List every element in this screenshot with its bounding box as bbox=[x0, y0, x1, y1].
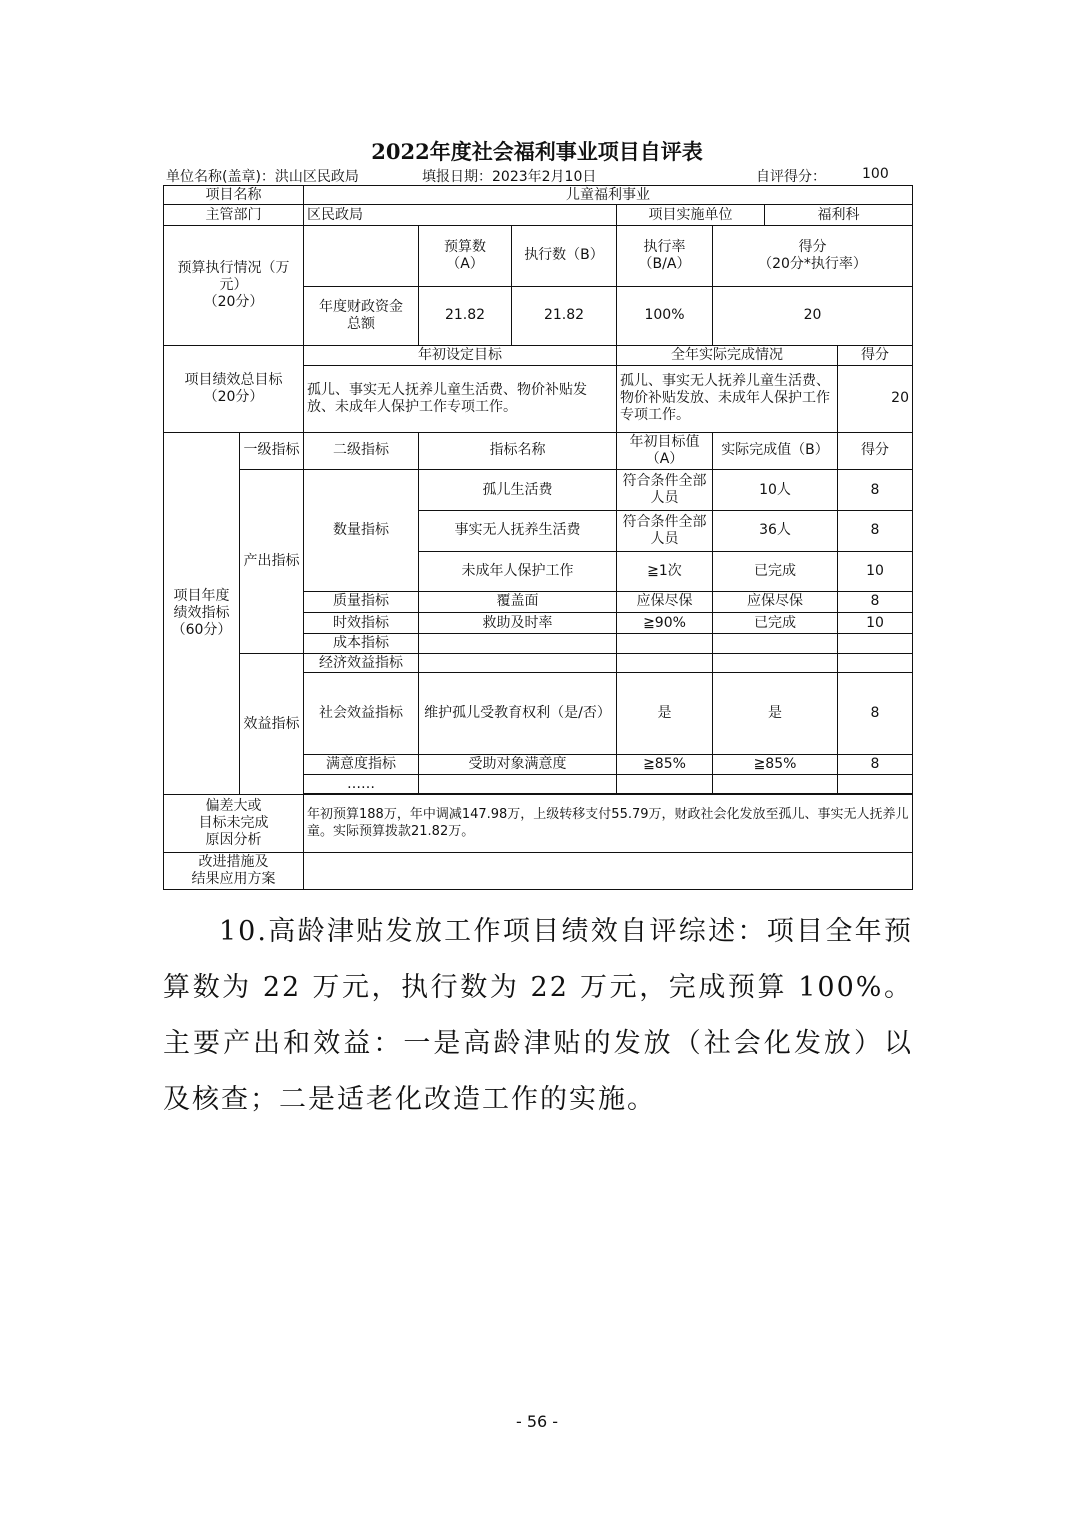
indicator-section-label: 项目年度 绩效指标 （60分） bbox=[164, 432, 240, 794]
project-name-label: 项目名称 bbox=[164, 186, 304, 205]
goal-actual-text: 孤儿、事实无人抚养儿童生活费、物价补贴发放、未成年人保护工作专项工作。 bbox=[617, 366, 838, 432]
ellipsis-row: …… bbox=[304, 775, 419, 794]
output-indicator-label: 产出指标 bbox=[240, 469, 304, 653]
social-indicator-label: 社会效益指标 bbox=[304, 673, 419, 755]
indicator-score: 10 bbox=[838, 612, 913, 633]
impl-unit-value: 福利科 bbox=[765, 205, 913, 226]
indicator-actual: 已完成 bbox=[713, 551, 838, 591]
effect-indicator-label: 效益指标 bbox=[240, 654, 304, 795]
indicator-name: 覆盖面 bbox=[419, 591, 617, 612]
budget-section-label: 预算执行情况（万元） （20分） bbox=[164, 226, 304, 346]
budget-score-value: 20 bbox=[713, 286, 913, 345]
goal-score: 20 bbox=[838, 366, 913, 432]
indicator-score: 8 bbox=[838, 469, 913, 510]
indicator-score: 8 bbox=[838, 511, 913, 551]
goal-header-score: 得分 bbox=[838, 346, 913, 366]
page-number: - 56 - bbox=[515, 1412, 559, 1431]
indicator-target: 符合条件全部人员 bbox=[617, 469, 713, 510]
exec-value: 21.82 bbox=[512, 286, 617, 345]
indicator-score: 8 bbox=[838, 591, 913, 612]
dept-value: 区民政局 bbox=[304, 205, 617, 226]
goal-header-actual: 全年实际完成情况 bbox=[617, 346, 838, 366]
indicator-target: 符合条件全部人员 bbox=[617, 511, 713, 551]
economic-indicator-label: 经济效益指标 bbox=[304, 654, 419, 673]
form-title: 2022年度社会福利事业项目自评表 bbox=[371, 139, 703, 164]
header-indicator-name: 指标名称 bbox=[419, 432, 617, 469]
indicator-score: 8 bbox=[838, 754, 913, 774]
indicator-name: 受助对象满意度 bbox=[419, 754, 617, 774]
indicator-actual: ≧85% bbox=[713, 754, 838, 774]
header-target-value: 年初目标值 （A） bbox=[617, 432, 713, 469]
narrative-paragraph: 10.高龄津贴发放工作项目绩效自评综述：项目全年预算数为 22 万元，执行数为 22 万元，完成预算 100%。主要产出和效益：一是高龄津贴的发放（社会化发放）以及核查；二是适老化改造工作的实施。 bbox=[163, 916, 913, 1115]
indicator-score: 8 bbox=[838, 673, 913, 755]
project-name-value: 儿童福利事业 bbox=[304, 186, 913, 205]
goal-target-text: 孤儿、事实无人抚养儿童生活费、物价补贴发放、未成年人保护工作专项工作。 bbox=[304, 366, 617, 432]
budget-header-score: 得分 （20分*执行率） bbox=[713, 226, 913, 286]
indicator-actual: 10人 bbox=[713, 469, 838, 510]
budget-header-b: 执行数（B） bbox=[512, 226, 617, 286]
goal-header-target: 年初设定目标 bbox=[304, 346, 617, 366]
deviation-text: 年初预算188万，年中调减147.98万，上级转移支付55.79万，财政社会化发放至孤儿、事实无人抚养儿童。实际预算拨款21.82万。 bbox=[304, 795, 913, 852]
header-score: 得分 bbox=[838, 432, 913, 469]
indicator-name: 救助及时率 bbox=[419, 612, 617, 633]
narrative-section bbox=[163, 904, 913, 1128]
indicator-target: 应保尽保 bbox=[617, 591, 713, 612]
indicator-score: 10 bbox=[838, 551, 913, 591]
budget-blank-cell bbox=[304, 226, 419, 286]
unit-name: 单位名称(盖章)：洪山区民政局 bbox=[166, 169, 359, 185]
indicator-name: 维护孤儿受教育权利（是/否） bbox=[419, 673, 617, 755]
goal-section-label: 项目绩效总目标 （20分） bbox=[164, 346, 304, 433]
dept-label: 主管部门 bbox=[164, 205, 304, 226]
indicator-target: 是 bbox=[617, 673, 713, 755]
deviation-label: 偏差大或 目标未完成 原因分析 bbox=[164, 795, 304, 852]
header-actual-value: 实际完成值（B） bbox=[713, 432, 838, 469]
indicator-target: ≧85% bbox=[617, 754, 713, 774]
indicator-actual: 36人 bbox=[713, 511, 838, 551]
indicator-name: 事实无人抚养生活费 bbox=[419, 511, 617, 551]
quantity-indicator-label: 数量指标 bbox=[304, 469, 419, 591]
budget-value: 21.82 bbox=[419, 286, 512, 345]
cost-indicator-label: 成本指标 bbox=[304, 634, 419, 654]
timeliness-indicator-label: 时效指标 bbox=[304, 612, 419, 633]
self-score-label: 自评得分： bbox=[756, 169, 826, 185]
improvement-text bbox=[304, 852, 913, 889]
fill-date: 填报日期：2023年2月10日 bbox=[422, 169, 597, 185]
self-score-value: 100 bbox=[862, 166, 889, 182]
impl-unit-label: 项目实施单位 bbox=[617, 205, 765, 226]
budget-row-label: 年度财政资金 总额 bbox=[304, 286, 419, 345]
indicator-name: 孤儿生活费 bbox=[419, 469, 617, 510]
indicator-actual: 已完成 bbox=[713, 612, 838, 633]
quality-indicator-label: 质量指标 bbox=[304, 591, 419, 612]
budget-header-a: 预算数 （A） bbox=[419, 226, 512, 286]
indicator-actual: 应保尽保 bbox=[713, 591, 838, 612]
rate-value: 100% bbox=[617, 286, 713, 345]
indicator-actual: 是 bbox=[713, 673, 838, 755]
indicator-target: ≧90% bbox=[617, 612, 713, 633]
improvement-label: 改进措施及 结果应用方案 bbox=[164, 852, 304, 889]
satisfaction-indicator-label: 满意度指标 bbox=[304, 754, 419, 774]
header-level1: 一级指标 bbox=[240, 432, 304, 469]
indicator-target: ≧1次 bbox=[617, 551, 713, 591]
evaluation-table bbox=[163, 185, 913, 890]
indicator-name: 未成年人保护工作 bbox=[419, 551, 617, 591]
header-level2: 二级指标 bbox=[304, 432, 419, 469]
budget-header-rate: 执行率 （B/A） bbox=[617, 226, 713, 286]
